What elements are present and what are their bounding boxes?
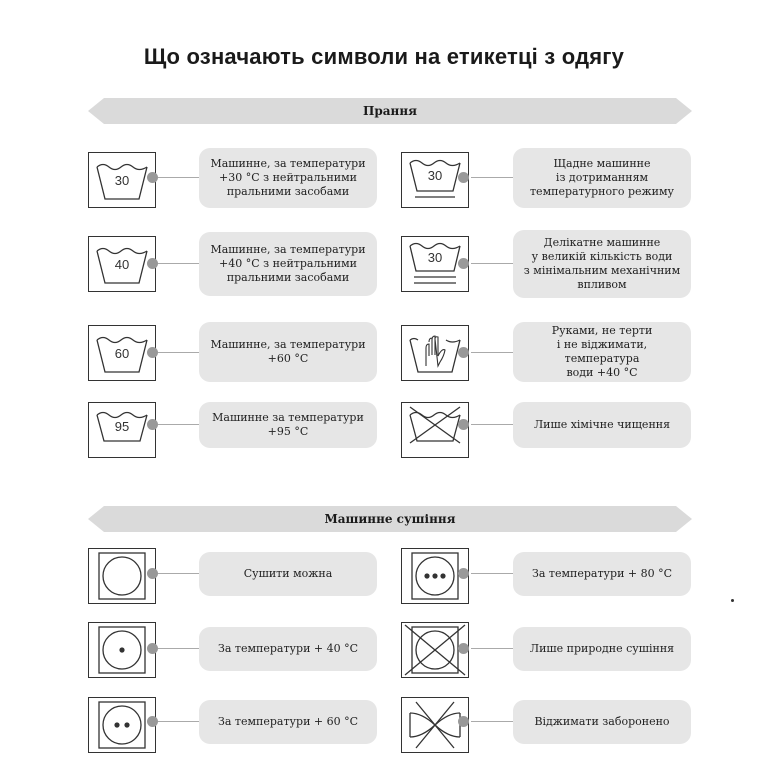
connector-dot [147, 347, 158, 358]
connector-dot [458, 568, 469, 579]
connector-dot [147, 258, 158, 269]
connector-dot [458, 419, 469, 430]
connector-line [471, 648, 515, 649]
wash-temp-label: 95 [114, 419, 130, 434]
connector-dot [458, 347, 469, 358]
connector-line [471, 263, 515, 264]
connector-line [158, 424, 202, 425]
connector-line [471, 352, 515, 353]
tumble-dry-60-icon [88, 697, 156, 753]
connector-dot [458, 172, 469, 183]
tumble-dry-40-icon [88, 622, 156, 678]
dry-clean-only-icon [401, 402, 469, 458]
wash-temp-label: 40 [114, 257, 130, 272]
description-bubble: Делікатне машинне у великій кількість води з мінімальним механічним впливом [513, 230, 691, 298]
description-bubble: За температури + 40 °С [199, 627, 377, 671]
section-title-drying: Машинне сушіння [324, 512, 456, 526]
connector-line [158, 573, 202, 574]
connector-dot [147, 172, 158, 183]
connector-line [158, 177, 202, 178]
description-bubble: Машинне, за температури +60 °С [199, 322, 377, 382]
description-bubble: Лише хімічне чищення [513, 402, 691, 448]
tumble-dry-icon [88, 548, 156, 604]
connector-dot [147, 419, 158, 430]
description-bubble: Сушити можна [199, 552, 377, 596]
section-title-washing: Прання [363, 104, 417, 118]
description-bubble: За температури + 60 °С [199, 700, 377, 744]
print-speck [731, 599, 734, 602]
connector-dot [147, 568, 158, 579]
wash-temp-label: 60 [114, 346, 130, 361]
connector-dot [147, 643, 158, 654]
description-bubble: Машинне за температури +95 °С [199, 402, 377, 448]
connector-dot [458, 643, 469, 654]
connector-line [158, 352, 202, 353]
description-bubble: Руками, не терти і не віджимати, температура води +40 °С [513, 322, 691, 382]
wash-60-icon [88, 325, 156, 381]
section-banner-drying [88, 506, 692, 532]
section-banner-washing [88, 98, 692, 124]
description-bubble: Машинне, за температури +30 °С з нейтральними пральними засобами [199, 148, 377, 208]
wash-40-icon [88, 236, 156, 292]
wash-temp-label: 30 [114, 173, 130, 188]
wash-30-icon [88, 152, 156, 208]
wash-temp-label: 30 [427, 250, 443, 265]
connector-dot [458, 258, 469, 269]
connector-line [471, 721, 515, 722]
connector-line [158, 648, 202, 649]
description-bubble: Лише природне сушіння [513, 627, 691, 671]
connector-line [471, 424, 515, 425]
wash-95-icon [88, 402, 156, 458]
description-bubble: Машинне, за температури +40 °С з нейтральними пральними засобами [199, 232, 377, 296]
page-title: Що означають символи на етикетці з одягу [143, 44, 625, 69]
connector-line [471, 573, 515, 574]
connector-dot [147, 716, 158, 727]
description-bubble: Віджимати заборонено [513, 700, 691, 744]
description-bubble: За температури + 80 °С [513, 552, 691, 596]
connector-line [158, 263, 202, 264]
description-bubble: Щадне машинне із дотриманням температурного режиму [513, 148, 691, 208]
wash-temp-label: 30 [427, 168, 443, 183]
connector-line [158, 721, 202, 722]
connector-dot [458, 716, 469, 727]
connector-line [471, 177, 515, 178]
